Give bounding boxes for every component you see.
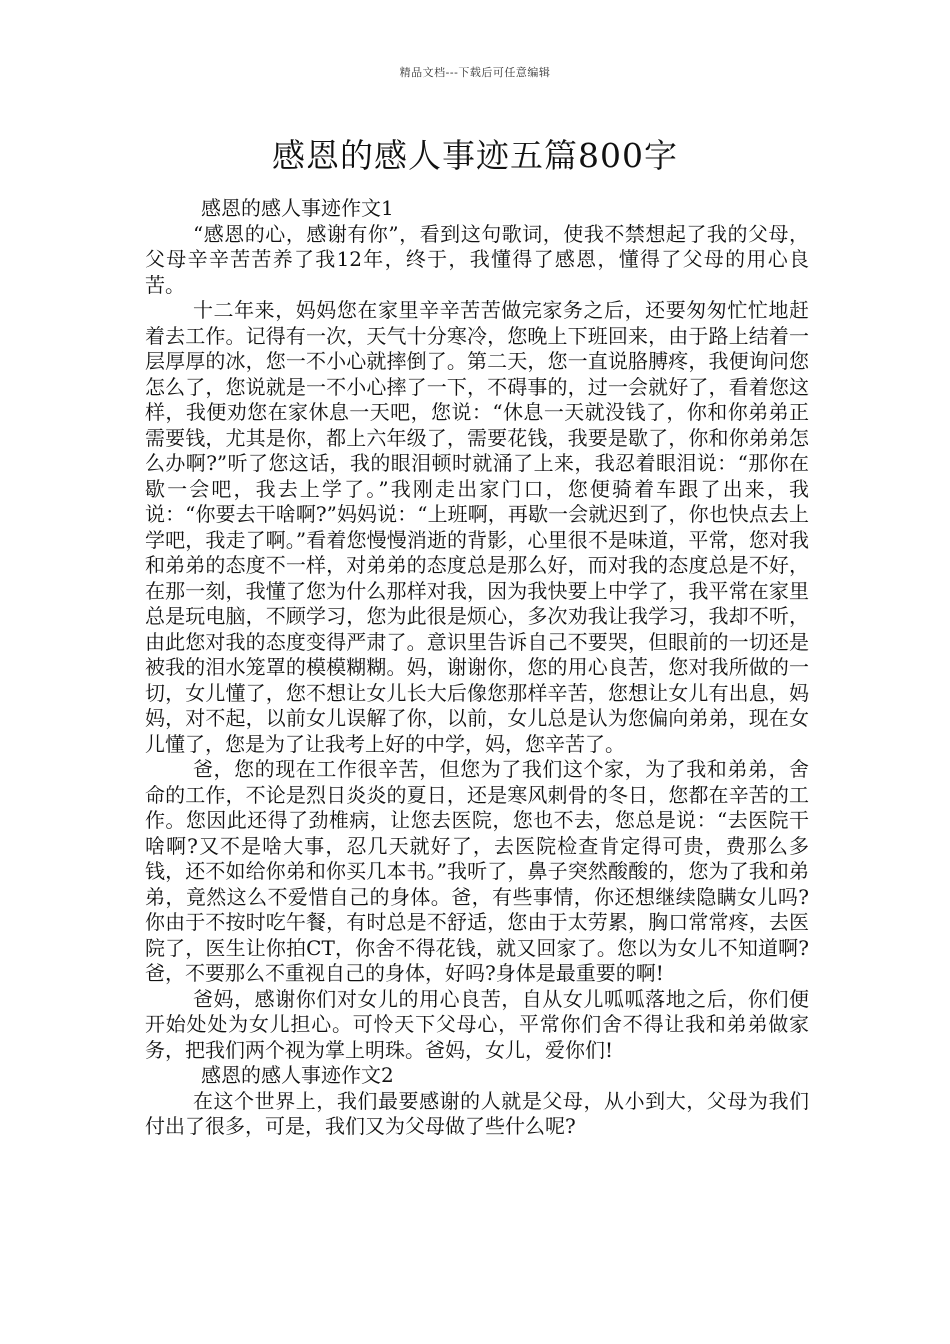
section-heading-2: 感恩的感人事迹作文2 (201, 1063, 394, 1087)
document-title: 感恩的感人事迹五篇800字 (272, 136, 678, 175)
page-header: 精品文档---下载后可任意编辑 (399, 66, 551, 79)
paragraph: 爸，您的现在工作很辛苦，但您为了我们这个家，为了我和弟弟，舍命的工作，不论是烈日炎炎的夏日，还是寒风刺骨的冬日，您都在辛苦的工作。您因此还得了劲椎病，让您去医院，您也不去，您总是说：“去医院干啥啊?又不是啥大事，忍几天就好了，去医院检查肯定得可贵，费那么多钱，还不如给你弟和你买几本书。”我听了，鼻子突然酸酸的，您为了我和弟弟，竟然这么不爱惜自己的身体。爸，有些事情，你还想继续隐瞒女儿吗?你由于不按时吃午餐，有时总是不舒适，您由于太劳累，胸口常常疼，去医院了，医生让你拍CT，你舍不得花钱，就又回家了。您以为女儿不知道啊?爸，不要那么不重视自己的身体，好吗?身体是最重要的啊! (145, 757, 809, 985)
paragraph: “感恩的心，感谢有你”，看到这句歌词，使我不禁想起了我的父母，父母辛辛苦苦养了我12年，终于，我懂得了感恩，懂得了父母的用心良苦。 (145, 221, 809, 297)
paragraph: 爸妈，感谢你们对女儿的用心良苦，自从女儿呱呱落地之后，你们便开始处处为女儿担心。可怜天下父母心，平常你们舍不得让我和弟弟做家务，把我们两个视为掌上明珠。爸妈，女儿，爱你们! (145, 986, 809, 1062)
paragraph: 十二年来，妈妈您在家里辛辛苦苦做完家务之后，还要匆匆忙忙地赶着去工作。记得有一次，天气十分寒冷，您晚上下班回来，由于路上结着一层厚厚的冰，您一不小心就摔倒了。第二天，您一直说胳膊疼，我便询问您怎么了，您说就是一不小心摔了一下，不碍事的，过一会就好了，看着您这样，我便劝您在家休息一天吧，您说：“休息一天就没钱了，你和你弟弟正需要钱，尤其是你，都上六年级了，需要花钱，我要是歇了，你和你弟弟怎么办啊?”听了您这话，我的眼泪顿时就涌了上来，我忍着眼泪说：“那你在歇一会吧，我去上学了。”我刚走出家门口，您便骑着车跟了出来，我说：“你要去干啥啊?”妈妈说：“上班啊，再歇一会就迟到了，你也快点去上学吧，我走了啊。”看着您慢慢消逝的背影，心里很不是味道，平常，您对我和弟弟的态度不一样，对弟弟的态度总是那么好，而对我的态度总是不好，在那一刻，我懂了您为什么那样对我，因为我快要上中学了，我平常在家里总是玩电脑，不顾学习，您为此很是烦心，多次劝我让我学习，我却不听，由此您对我的态度变得严肃了。意识里告诉自己不要哭，但眼前的一切还是被我的泪水笼罩的模模糊糊。妈，谢谢你，您的用心良苦，您对我所做的一切，女儿懂了，您不想让女儿长大后像您那样辛苦，您想让女儿有出息，妈妈，对不起，以前女儿误解了你，以前，女儿总是认为您偏向弟弟，现在女儿懂了，您是为了让我考上好的中学，妈，您辛苦了。 (145, 298, 809, 756)
section-heading-1: 感恩的感人事迹作文1 (201, 196, 394, 220)
document-body (145, 196, 809, 1140)
paragraph: 在这个世界上，我们最要感谢的人就是父母，从小到大，父母为我们付出了很多，可是，我们又为父母做了些什么呢? (145, 1088, 809, 1138)
